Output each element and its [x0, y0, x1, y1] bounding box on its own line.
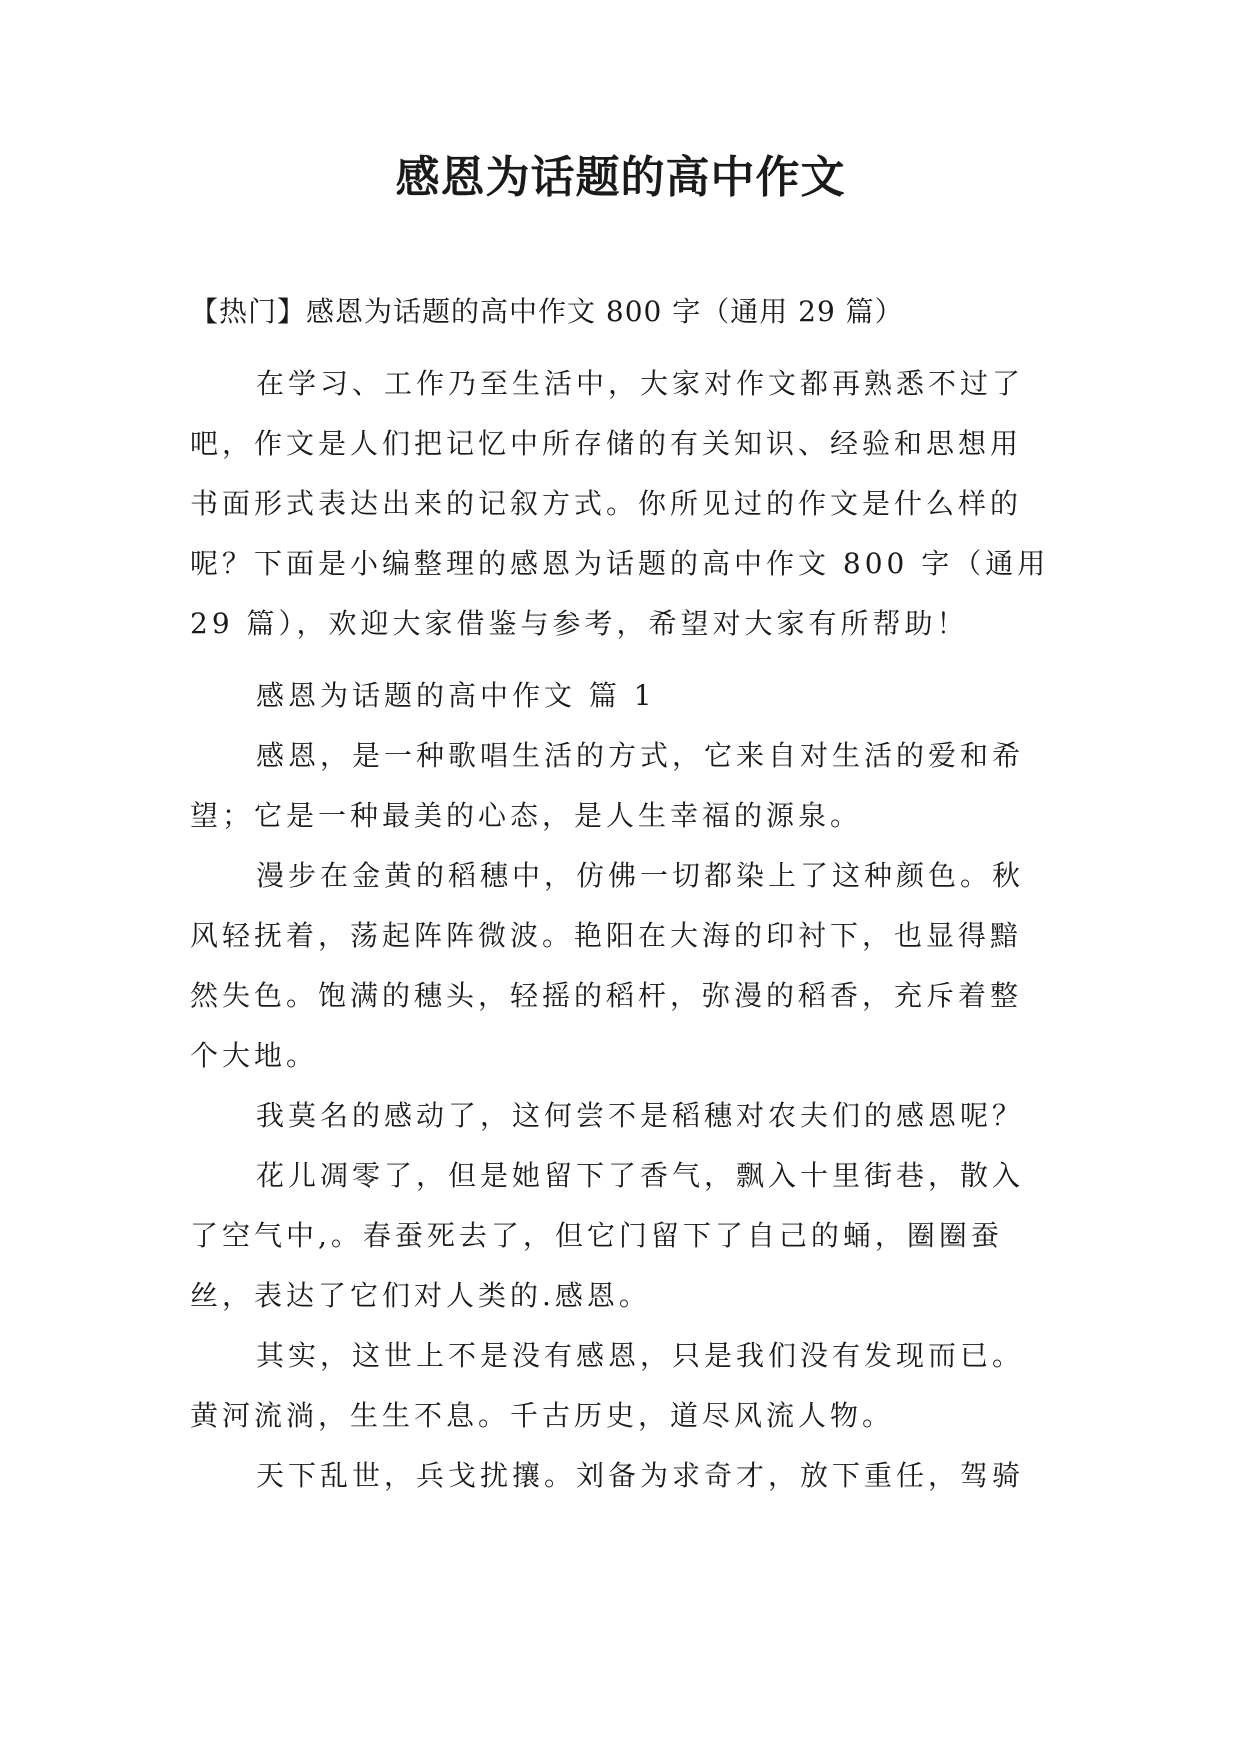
essay-line: 风轻抚着，荡起阵阵微波。艳阳在大海的印衬下，也显得黯: [190, 919, 1023, 952]
essay-line: 其实，这世上不是没有感恩，只是我们没有发现而已。: [256, 1339, 1025, 1372]
essay-line: 了空气中,。春蚕死去了，但它门留下了自己的蛹，圈圈蚕: [190, 1219, 1003, 1252]
page-title: 感恩为话题的高中作文: [395, 152, 846, 203]
intro-line: 29 篇），欢迎大家借鉴与参考，希望对大家有所帮助！: [190, 607, 969, 640]
intro-line: 书面形式表达出来的记叙方式。你所见过的作文是什么样的: [190, 487, 1023, 520]
intro-line: 在学习、工作乃至生活中，大家对作文都再熟悉不过了: [256, 367, 1025, 400]
essay-line: 黄河流淌，生生不息。千古历史，道尽风流人物。: [190, 1399, 895, 1432]
essay-line: 个大地。: [190, 1039, 319, 1072]
essay-line: 然失色。饱满的穗头，轻摇的稻杆，弥漫的稻香，充斥着整: [190, 979, 1023, 1012]
essay-line: 漫步在金黄的稻穗中，仿佛一切都染上了这种颜色。秋: [256, 859, 1025, 892]
essay-line: 我莫名的感动了，这何尝不是稻穗对农夫们的感恩呢？: [256, 1099, 1025, 1132]
essay-line: 望；它是一种最美的心态，是人生幸福的源泉。: [190, 799, 863, 832]
intro-paragraph: [190, 354, 1050, 654]
intro-line: 呢？下面是小编整理的感恩为话题的高中作文 800 字（通用: [190, 547, 1050, 580]
essay-line: 天下乱世，兵戈扰攘。刘备为求奇才，放下重任，驾骑: [256, 1459, 1025, 1492]
intro-line: 吧，作文是人们把记忆中所存储的有关知识、经验和思想用: [190, 427, 1023, 460]
essay-line: 花儿凋零了，但是她留下了香气，飘入十里街巷，散入: [256, 1159, 1025, 1192]
essay-line: 感恩，是一种歌唱生活的方式，它来自对生活的爱和希: [256, 739, 1025, 772]
essay-section: [190, 666, 1050, 1506]
document-subtitle: 【热门】感恩为话题的高中作文 800 字（通用 29 篇）: [190, 295, 904, 328]
essay-line: 丝，表达了它们对人类的.感恩。: [190, 1279, 651, 1312]
section-heading: 感恩为话题的高中作文 篇 1: [256, 679, 656, 712]
